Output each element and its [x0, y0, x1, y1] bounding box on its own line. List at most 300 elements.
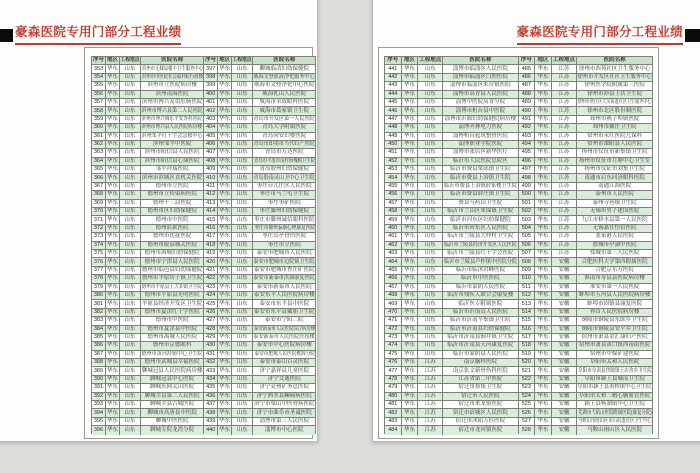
hospital-name-cell: 聊城莘县第二人民医院	[144, 392, 200, 399]
location-cell: 山东	[418, 250, 443, 257]
region-cell: 华东	[535, 65, 552, 72]
location-cell: 山东	[232, 275, 253, 282]
serial-cell: 512	[519, 292, 536, 299]
serial-cell: 508	[519, 258, 536, 265]
serial-cell: 517	[519, 334, 536, 341]
region-cell: 华东	[219, 174, 231, 181]
region-cell: 华东	[535, 174, 552, 181]
location-cell: 山东	[120, 149, 141, 156]
table-row	[519, 376, 653, 384]
location-cell: 山东	[232, 409, 253, 416]
table-row	[519, 426, 653, 434]
region-cell: 华东	[535, 233, 552, 240]
location-cell: 山东	[418, 200, 443, 207]
location-cell: 安徽	[552, 384, 577, 391]
serial-cell: 440	[204, 426, 218, 434]
serial-cell: 356	[92, 91, 106, 98]
column-header: 医院名称	[603, 57, 626, 64]
table-row	[92, 300, 203, 308]
region-cell: 华东	[535, 116, 552, 123]
serial-cell: 466	[385, 275, 402, 282]
hospital-name-cell: 德州市宁津县人民医院	[144, 258, 200, 265]
region-cell: 华东	[402, 342, 419, 349]
table-row	[92, 149, 203, 157]
location-cell: 安徽	[552, 401, 577, 408]
table-row	[519, 116, 653, 124]
serial-cell: 460	[385, 225, 402, 232]
table-row	[204, 107, 315, 115]
table-row	[385, 258, 518, 266]
location-cell: 山东	[120, 409, 141, 416]
region-cell: 华东	[535, 99, 552, 106]
serial-cell: 388	[92, 359, 106, 366]
serial-cell: 366	[92, 174, 106, 181]
region-cell: 华东	[219, 99, 231, 106]
location-cell: 江苏	[418, 393, 443, 400]
table-row	[92, 351, 203, 359]
location-cell: 山东	[120, 141, 141, 148]
table-row	[204, 284, 315, 292]
hospital-name-cell: 合肥医科大学第四附属医院	[581, 258, 648, 265]
serial-cell: 505	[519, 233, 536, 240]
location-cell: 江苏	[418, 359, 443, 366]
table-row	[204, 174, 315, 182]
table-row	[519, 191, 653, 199]
hospital-name-cell: 济宁兖州矿务总医院	[259, 384, 310, 391]
table-row	[204, 409, 315, 417]
region-cell: 华东	[219, 124, 231, 131]
hospital-name-cell: 德州市夏津县中医院	[147, 325, 197, 332]
serial-cell: 522	[519, 376, 536, 383]
hospital-name-cell: 济宁市曲阜市圣诚医院	[256, 409, 312, 416]
region-cell: 华东	[219, 376, 231, 383]
hospital-name-cell: 颍上县杨湖镇中心卫生院	[584, 401, 645, 408]
location-cell: 山东	[120, 351, 141, 358]
location-cell: 山东	[418, 242, 443, 249]
table-row	[385, 158, 518, 166]
serial-cell: 376	[92, 258, 106, 265]
region-cell: 华东	[106, 65, 118, 72]
serial-cell: 441	[385, 65, 402, 72]
serial-cell: 472	[385, 326, 402, 333]
region-cell: 华东	[106, 308, 118, 315]
region-cell: 华东	[219, 292, 231, 299]
table-row	[92, 65, 203, 73]
serial-cell: 490	[519, 107, 536, 114]
hospital-name-cell: 泰州市人民医院	[595, 191, 634, 198]
location-cell: 江苏	[552, 107, 577, 114]
table-row	[385, 426, 518, 434]
region-cell: 华东	[219, 342, 231, 349]
page-title-left: 豪森医院专用门部分工程业绩	[15, 25, 181, 45]
location-cell: 山东	[418, 116, 443, 123]
location-cell: 山东	[120, 158, 141, 165]
table-page1-left-half	[91, 56, 204, 434]
hospital-name-cell: 德州市区妇幼保健院	[147, 208, 197, 215]
table-row	[204, 326, 315, 334]
location-cell: 山东	[120, 367, 141, 374]
table-row	[204, 166, 315, 174]
serial-cell: 496	[519, 158, 536, 165]
region-cell: 华东	[219, 191, 231, 198]
region-cell: 华东	[402, 158, 419, 165]
hospital-name-cell: 临沂市蒙阴县人民医院	[452, 350, 508, 357]
serial-cell: 520	[519, 359, 536, 366]
hospital-name-cell: 聊城专院龙湾分院	[150, 426, 195, 433]
region-cell: 华东	[535, 216, 552, 223]
location-cell: 山东	[232, 359, 253, 366]
serial-cell: 479	[385, 384, 402, 391]
serial-cell: 446	[385, 107, 402, 114]
table-row	[519, 65, 653, 73]
hospital-name-cell: 芜湖市弋矶山医院附属医院(康复分院)	[577, 409, 652, 416]
table-row	[519, 326, 653, 334]
table-row	[92, 166, 203, 174]
table-row	[92, 367, 203, 375]
location-cell: 安徽	[552, 300, 577, 307]
hospital-name-cell: 徐州市北区股份制医院	[587, 107, 643, 114]
table-row	[385, 82, 518, 90]
table-row	[519, 124, 653, 132]
hospital-name-cell: 临沂市兰陵县大仲村卫生院	[447, 233, 514, 240]
serial-cell: 423	[204, 284, 218, 291]
column-header: 工程地点	[232, 57, 252, 64]
table-row	[519, 334, 653, 342]
hospital-name-cell: 淄博市第三人民医院	[259, 417, 310, 424]
region-cell: 华东	[535, 258, 552, 265]
region-cell: 华东	[106, 225, 118, 231]
serial-cell: 402	[204, 107, 218, 114]
column-header: 工程地点	[120, 57, 140, 64]
table-header-row	[519, 57, 653, 65]
hospital-name-cell: 徐州医学院附属第三医院	[584, 82, 645, 89]
table-row	[385, 359, 518, 367]
serial-cell: 513	[519, 300, 536, 307]
hospital-name-cell: 滨州邹平红十字会急救中心	[141, 132, 203, 139]
table-row	[385, 393, 518, 401]
serial-cell: 445	[385, 99, 402, 106]
location-cell: 江苏	[552, 149, 577, 156]
location-cell: 山东	[120, 258, 141, 265]
table-row	[519, 300, 653, 308]
region-cell: 华东	[535, 149, 552, 156]
serial-cell: 439	[204, 418, 218, 425]
serial-cell: 468	[385, 292, 402, 299]
location-cell: 山东	[418, 317, 443, 324]
region-cell: 华东	[219, 325, 231, 332]
hospital-name-cell: 临沂市河东区妇幼保健院	[450, 216, 511, 223]
table-row	[204, 401, 315, 409]
content-frame-right	[378, 47, 659, 439]
location-cell: 山东	[232, 149, 253, 156]
serial-cell: 456	[385, 191, 402, 198]
region-cell: 华东	[535, 183, 552, 190]
serial-cell: 474	[385, 342, 402, 349]
table-row	[385, 107, 518, 115]
hospital-name-cell: 滨州市无棣县棣丰卫生服务中心	[141, 65, 203, 72]
region-cell: 华东	[219, 317, 231, 324]
table-row	[519, 275, 653, 283]
serial-cell: 414	[204, 208, 218, 215]
hospital-name-cell: 邳州市燕子埠镇医院	[589, 115, 640, 122]
table-row	[519, 200, 653, 208]
hospital-name-cell: 临沂市河东区人民医院	[452, 225, 508, 231]
table-row	[519, 284, 653, 292]
hospital-name-cell: 阜阳市太和人民医院	[589, 359, 640, 366]
location-cell: 山东	[418, 191, 443, 198]
hospital-name-cell: 平原县经济开发区卫生院	[141, 300, 203, 307]
table-row	[92, 124, 203, 132]
hospital-name-cell: 德州市平原县王大卦镇卫生院	[141, 283, 203, 290]
region-cell: 华东	[402, 351, 419, 358]
table-row	[385, 300, 518, 308]
region-cell: 华东	[106, 409, 118, 416]
hospital-name-cell: 泰安市肥城市查庄矿医院	[254, 266, 315, 273]
hospital-name-cell: 徐州市贾汪区大吴街道社区卫生服务中心	[577, 99, 652, 106]
serial-cell: 411	[204, 183, 218, 190]
hospital-name-cell: 临沂市费县薛庄镇卫生院	[450, 191, 511, 198]
table-row	[204, 267, 315, 275]
serial-cell: 425	[204, 300, 218, 307]
region-cell: 华东	[219, 115, 231, 122]
region-cell: 华东	[219, 199, 231, 206]
location-cell: 山东	[232, 242, 253, 249]
location-cell: 山东	[120, 426, 141, 434]
serial-cell: 420	[204, 258, 218, 265]
region-cell: 华东	[106, 216, 118, 223]
region-cell: 华东	[219, 350, 231, 357]
hospital-name-cell: 徐州市西苑社区卫生服务中心	[578, 65, 651, 72]
location-cell: 山东	[418, 309, 443, 316]
hospital-name-cell: 宿州市中煤矿建医院	[589, 350, 640, 357]
location-cell: 江苏	[552, 65, 577, 72]
table-row	[204, 384, 315, 392]
hospital-name-cell: 南京张文新骨伤科医院	[452, 367, 508, 374]
location-cell: 江苏	[552, 174, 577, 181]
region-cell: 华东	[106, 73, 118, 80]
table-row	[519, 393, 653, 401]
hospital-name-cell: 临沂医专附属医院	[458, 300, 503, 307]
table-row	[519, 250, 653, 258]
serial-cell: 413	[204, 200, 218, 207]
hospital-name-cell: 宿迁市来龙镇医院	[458, 401, 503, 408]
hospital-name-cell: 淄博市桓台县中医院	[455, 107, 506, 114]
table-row	[204, 158, 315, 166]
location-cell: 山东	[418, 141, 443, 148]
region-cell: 华东	[402, 284, 419, 291]
hospital-name-cell: 淮安市第一人民医院	[589, 283, 640, 290]
region-cell: 华东	[535, 91, 552, 98]
location-cell: 山东	[120, 233, 141, 240]
hospital-name-cell: 蚌埠市固镇县康复医院	[587, 300, 643, 307]
region-cell: 华东	[219, 401, 231, 408]
table-row	[204, 317, 315, 325]
region-cell: 华东	[219, 250, 231, 257]
serial-cell: 378	[92, 275, 106, 282]
table-row	[385, 326, 518, 334]
hospital-name-cell: 枣庄市立医院	[267, 241, 301, 248]
location-cell: 安徽	[552, 367, 577, 374]
column-header: 医院名称	[273, 57, 296, 64]
location-cell: 山东	[232, 233, 253, 240]
hospital-name-cell: 滨州市阳信县心康医院	[144, 157, 200, 164]
location-cell: 山东	[232, 418, 253, 425]
hospital-name-cell: 德州市武城县幸福医院	[144, 359, 200, 366]
location-cell: 山东	[418, 267, 443, 274]
table-row	[92, 233, 203, 241]
hospital-name-cell: 费县芍药山卫生院	[458, 199, 503, 206]
location-cell: 山东	[232, 65, 253, 72]
serial-cell: 506	[519, 242, 536, 249]
region-cell: 华东	[402, 116, 419, 123]
region-cell: 华东	[402, 82, 419, 89]
location-cell: 山东	[232, 284, 253, 291]
hospital-name-cell: 泰安新泰市人民医院医技楼	[253, 334, 315, 341]
page-right	[372, 0, 700, 442]
hospital-name-cell: 滨州市博兴县第二人民医院	[141, 107, 203, 114]
table-row	[204, 149, 315, 157]
hospital-name-cell: 泰安市肥城市边院镇卫生院	[253, 258, 315, 265]
location-cell: 山东	[232, 107, 253, 114]
serial-cell: 354	[92, 74, 106, 81]
table-row	[92, 158, 203, 166]
hospital-name-cell: 滨州市中医院社会福利院行政楼	[141, 73, 203, 80]
hospital-name-cell: 泰安市东平县中医院	[259, 300, 310, 307]
region-cell: 华东	[402, 317, 419, 324]
serial-cell: 363	[92, 149, 106, 156]
table-row	[519, 233, 653, 241]
hospital-name-cell: 无锡市男子建国医院	[589, 208, 640, 215]
region-cell: 华东	[219, 132, 231, 139]
location-cell: 山东	[418, 233, 443, 240]
hospital-name-cell: 滨州市滨城区直机关医院	[141, 174, 203, 181]
location-cell: 山东	[120, 342, 141, 349]
region-cell: 华东	[535, 351, 552, 358]
region-cell: 华东	[402, 91, 419, 98]
region-cell: 华东	[402, 401, 419, 408]
location-cell: 山东	[120, 384, 141, 391]
table-row	[385, 74, 518, 82]
location-cell: 安徽	[552, 267, 577, 274]
table-row	[92, 74, 203, 82]
region-cell: 华东	[535, 74, 552, 81]
location-cell: 山东	[418, 149, 443, 156]
serial-cell: 384	[92, 326, 106, 333]
hospital-name-cell: 铜陵市铜陵县东联乡卫生院	[581, 317, 648, 324]
region-cell: 华东	[535, 275, 552, 282]
hospital-name-cell: 临沂市兰山区朱保镇卫生院	[447, 208, 514, 215]
serial-cell: 464	[385, 258, 402, 265]
region-cell: 华东	[219, 409, 231, 416]
table-row	[385, 342, 518, 350]
region-cell: 华东	[535, 342, 552, 349]
location-cell: 山东	[232, 141, 253, 148]
hospital-name-cell: 枣庄台儿庄区人民医院	[256, 183, 312, 190]
table-row	[385, 418, 518, 426]
serial-cell: 527	[519, 418, 536, 425]
serial-cell: 434	[204, 376, 218, 383]
location-cell: 山东	[418, 99, 443, 106]
hospital-name-cell: 马鞍山雨山区人民医院	[587, 426, 643, 433]
hospital-name-cell: 淄博齐林电力医院	[458, 124, 503, 131]
location-cell: 山东	[120, 166, 141, 173]
table-row	[204, 208, 315, 216]
region-cell: 华东	[106, 258, 118, 265]
table-row	[92, 384, 203, 392]
location-cell: 安徽	[552, 292, 577, 299]
hospital-name-cell: 盐城市第三人民医院	[589, 250, 640, 257]
table-row	[385, 99, 518, 107]
column-header: 序号	[92, 57, 104, 64]
location-cell: 山东	[418, 183, 443, 190]
serial-cell: 452	[385, 158, 402, 165]
region-cell: 华东	[219, 426, 231, 433]
hospital-name-cell: 泰安市泰山百灵医院	[259, 359, 310, 366]
region-cell: 华东	[106, 317, 118, 324]
location-cell: 山东	[232, 309, 253, 316]
table-row	[519, 401, 653, 409]
location-cell: 山东	[418, 292, 443, 299]
serial-cell: 410	[204, 174, 218, 181]
table-page2-right-half	[519, 56, 654, 434]
region-cell: 华东	[219, 65, 231, 72]
region-cell: 华东	[219, 149, 231, 156]
page-title-right: 豪森医院专用门部分工程业绩	[517, 25, 683, 45]
location-cell: 山东	[232, 258, 253, 265]
table-row	[92, 99, 203, 107]
table-row	[92, 191, 203, 199]
region-cell: 华东	[402, 393, 419, 400]
serial-cell: 357	[92, 99, 106, 106]
hospital-name-cell: 临沂市沂南县妇幼保健院	[450, 325, 511, 332]
table-row	[92, 393, 203, 401]
region-cell: 华东	[535, 334, 552, 341]
hospital-name-cell: 江苏省第二中医院	[458, 376, 503, 383]
hospital-name-cell: 泰安市宁阳二院	[265, 317, 304, 324]
hospital-name-cell: 淄博职业学院医院	[458, 141, 503, 148]
serial-cell: 424	[204, 292, 218, 299]
column-header: 工程地点	[552, 57, 577, 64]
location-cell: 安徽	[552, 342, 577, 349]
table-row	[519, 216, 653, 224]
hospital-name-cell: 德州市平原县光明医院	[144, 292, 200, 299]
serial-cell: 473	[385, 334, 402, 341]
region-cell: 华东	[219, 308, 231, 315]
table-row	[204, 342, 315, 350]
hospital-name-cell: 淄博市高青县人民医院	[452, 90, 508, 97]
region-cell: 华东	[106, 350, 118, 357]
table-row	[385, 225, 518, 233]
region-cell: 华东	[535, 309, 552, 316]
table-row	[385, 149, 518, 157]
table-row	[519, 418, 653, 426]
table-row	[92, 258, 203, 266]
hospital-name-cell: 临沂市费县上冶镇卫生院	[450, 174, 511, 181]
hospital-name-cell: 滨州南海医院	[155, 90, 189, 97]
location-cell: 江苏	[552, 225, 577, 232]
table-row	[92, 242, 203, 250]
hospital-name-cell: 德州市平原坊子镇卫生院	[141, 275, 203, 282]
region-cell: 华东	[535, 326, 552, 333]
region-cell: 华东	[535, 166, 552, 173]
location-cell: 山东	[232, 225, 253, 232]
serial-cell: 369	[92, 200, 106, 207]
hospital-name-cell: 临沂市兰陵县红十字会医院	[447, 250, 514, 257]
region-cell: 华东	[402, 275, 419, 282]
table-row	[385, 292, 518, 300]
table-row	[204, 367, 315, 375]
region-cell: 华东	[106, 115, 118, 122]
